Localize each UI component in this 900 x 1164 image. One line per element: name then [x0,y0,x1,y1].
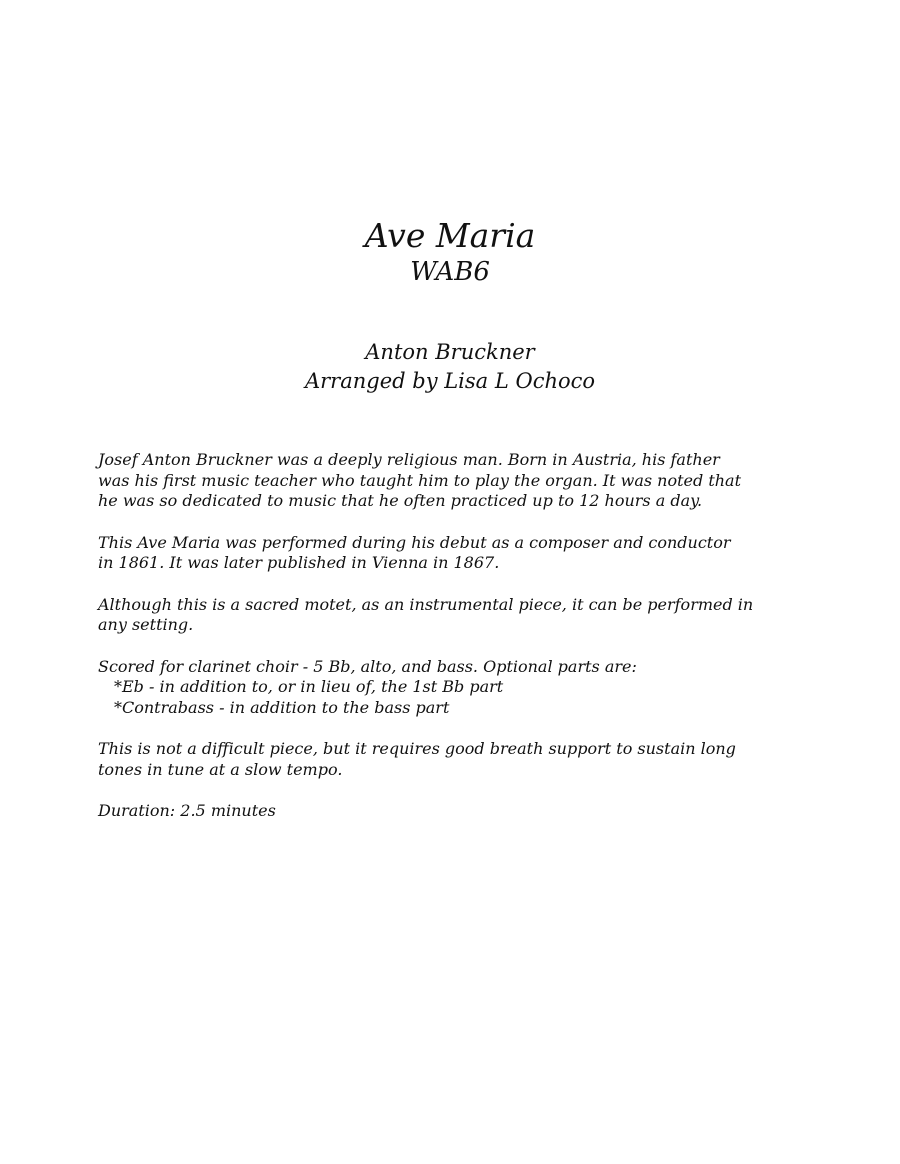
history-paragraph [98,533,798,574]
bio-paragraph [98,450,798,512]
catalog-number: WAB6 [410,257,490,287]
text-line: This Ave Maria was performed during his debut as a composer and conductor [98,532,731,552]
composer-name: Anton Bruckner [365,340,535,364]
text-line: in 1861. It was later published in Vienna in 1867. [98,553,500,572]
text-line: Josef Anton Bruckner was a deeply religious man. Born in Austria, his father [98,450,720,469]
difficulty-paragraph [98,739,798,780]
text-line: This is not a difficult piece, but it requires good breath support to sustain long [98,739,736,758]
text-line: he was so dedicated to music that he often practiced up to 12 hours a day. [98,491,703,510]
text-line: was his first music teacher who taught him to play the organ. It was noted that [98,470,742,490]
text-line: any setting. [98,615,194,634]
piece-title: Ave Maria [364,216,536,255]
duration-paragraph [98,801,798,822]
text-line: Scored for clarinet choir - 5 Bb, alto, and bass. Optional parts are: [98,656,637,676]
setting-paragraph [98,595,798,636]
text-line: tones in tune at a slow tempo. [98,759,343,779]
duration-text: Duration: 2.5 minutes [98,801,276,820]
scoring-paragraph [98,657,798,719]
program-notes [98,450,798,843]
optional-part-contrabass: *Contrabass - in addition to the bass part [114,697,450,717]
arranger-credit: Arranged by Lisa L Ochoco [304,369,596,393]
text-line: Although this is a sacred motet, as an instrumental piece, it can be performed in [98,594,754,614]
optional-part-eb: *Eb - in addition to, or in lieu of, the 1st Bb part [114,677,504,696]
